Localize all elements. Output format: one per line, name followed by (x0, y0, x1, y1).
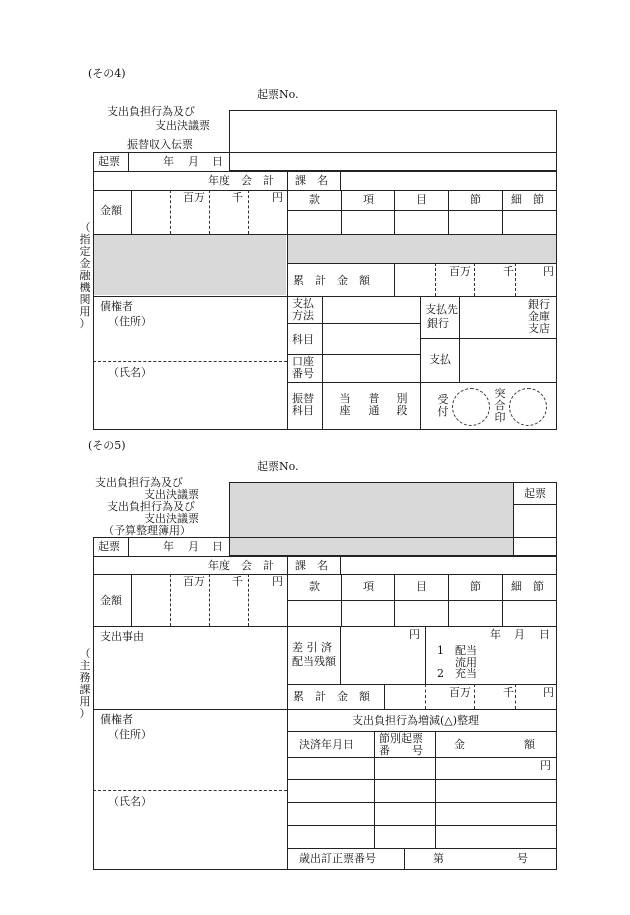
nendo-kaikei-label: 年度 会 計 (208, 174, 274, 187)
form-title-line3: 支出負担行為及び (107, 500, 195, 513)
zougen-title: 支出負担行為増減(△)整理 (352, 714, 480, 727)
kihyo-label: 起票 (98, 540, 120, 553)
form-title-line3: 振替収入伝票 (127, 138, 193, 151)
uketsuke-stamp-circle (452, 388, 490, 426)
saikensha-label: 債権者 (100, 300, 133, 313)
page: (その4) 起票No. 支出負担行為及び 支出決議票 振替収入伝票 起票 年 月 日 年度 会 計 課 名 金額 百万 千 円 款 項 目 節 細 節 累 計 金 額 百万 千 円 （ 指 定 金 融 機 関 用 ） 債権者 （住所） （氏名） 支払 方法 科目 口座 番号 振替 科目 当 座 普 通 別 段 支払先 銀行 銀行 金庫 支店 支払 受 付 突 合 印 (その5) 起票No. 支出負担行為及び 支出決議票 支出負担行為及び 支出決議票 （予算整理簿用） 起票 起票 年 月 日 年度 会 計 課 名 金額 百万 千 円 款 項 目 節 細 節 （ 主 務 課 用 ） 支出事由 差 引 済 配当残額 円 年 月 日 1 配当 流用 2 充当 累 計 金 額 百万 千 円 債権者 （住所） （氏名） 支出負担行為増減(△)整理 決済年月日 節別起票 番 号 金 額 円 歳出訂正票番号 第 号 (0, 0, 630, 915)
side-label-shitei: （ 指 定 金 融 機 関 用 ） (79, 221, 91, 330)
form-title-line1: 支出負担行為及び (107, 105, 195, 118)
jusho-label: （住所） (108, 728, 152, 741)
nendo-kaikei-label: 年度 会 計 (208, 559, 274, 572)
section-label: (その4) (88, 67, 126, 80)
kihyo-box-label: 起票 (524, 487, 546, 500)
kamei-label: 課 名 (295, 174, 328, 187)
kihyo-label: 起票 (98, 155, 120, 168)
kingaku-label: 金額 (100, 204, 122, 217)
side-label-shumu: （ 主 務 課 用 ） (79, 647, 91, 720)
shishutsu-jiyu-label: 支出事由 (100, 630, 144, 643)
slip-number-label: 起票No. (257, 88, 299, 101)
shaded-area-left (94, 235, 286, 295)
kingaku-label: 金額 (100, 594, 122, 607)
slip-number-label: 起票No. (257, 460, 299, 473)
kamei-label: 課 名 (295, 559, 328, 572)
ruikei-label: 累 計 金 額 (293, 690, 370, 703)
shaded-area-right (288, 235, 556, 263)
ruikei-label: 累 計 金 額 (293, 274, 370, 287)
totsugo-stamp-circle (509, 388, 547, 426)
shimei-label: （氏名） (108, 366, 152, 379)
form-title-line5: （予算整理簿用） (103, 524, 191, 537)
form-title-line2: 支出決議票 (155, 119, 210, 132)
shimei-label: （氏名） (108, 795, 152, 808)
saikensha-label: 債権者 (100, 713, 133, 726)
form-title-line2: 支出決議票 (144, 488, 199, 501)
section-label: (その5) (88, 439, 126, 452)
form-title-line4: 支出決議票 (144, 512, 199, 525)
form-title-line1: 支出負担行為及び (95, 476, 183, 489)
form-5-frame (93, 537, 557, 870)
jusho-label: （住所） (108, 315, 152, 328)
